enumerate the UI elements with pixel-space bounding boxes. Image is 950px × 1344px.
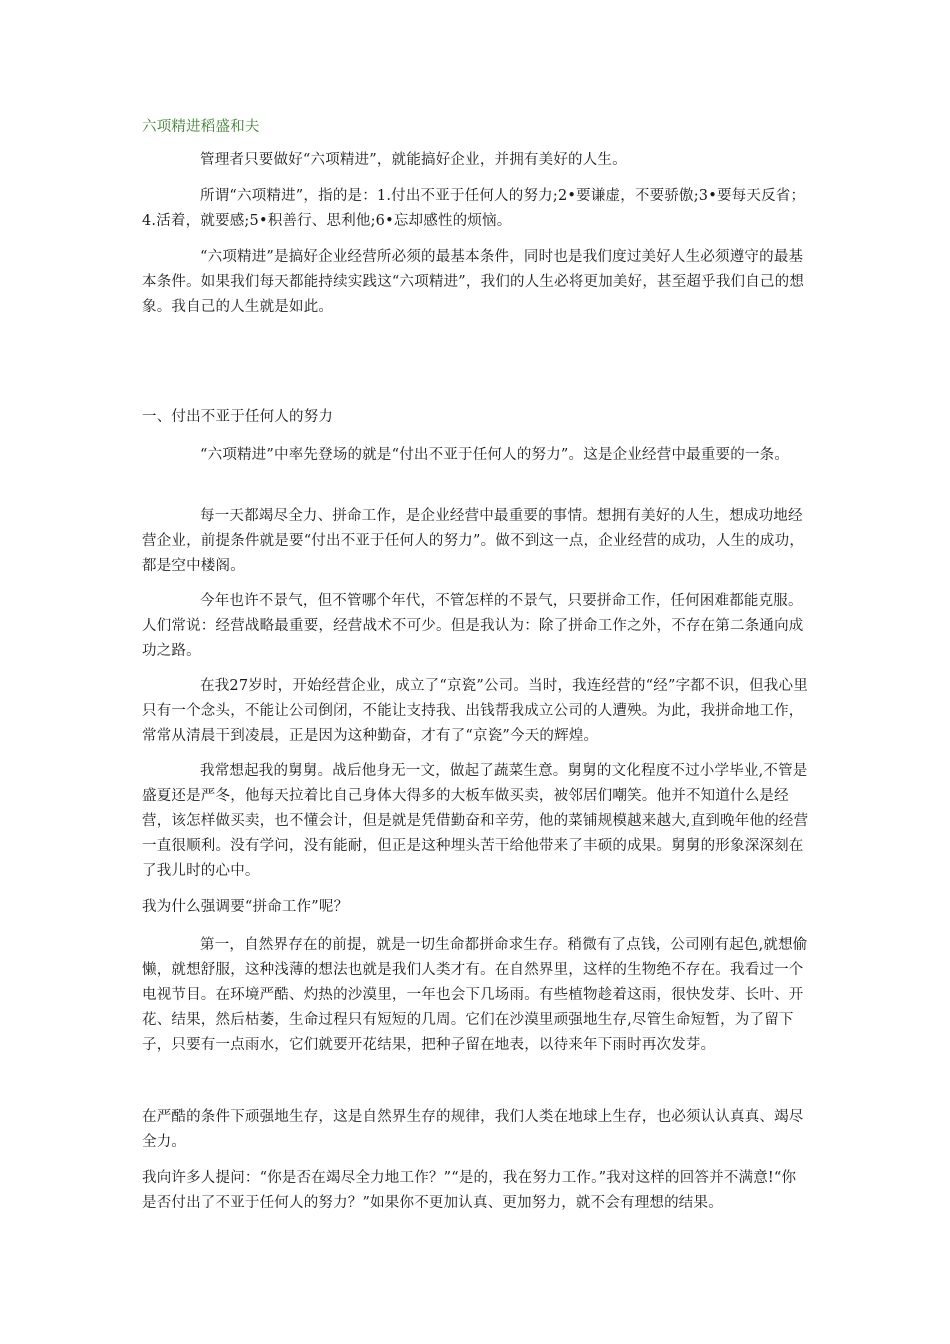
section1-paragraph-1: “六项精进”中率先登场的就是“付出不亚于任何人的努力”。这是企业经营中最重要的一条。 xyxy=(200,447,790,463)
intro-paragraph-3: “六项精进”是搞好企业经营所必须的最基本条件，同时也是我们度过美好人生必须遵守的最基本条件。如果我们每天都能持续实践这“六项精进”，我们的人生必将更加美好，甚至超乎我们自己的想象。我自己的人生就是如此。 xyxy=(142,249,805,315)
section2-paragraph-1: 第一，自然界存在的前提，就是一切生命都拼命求生存。稍微有了点钱，公司刚有起色,就想偷懒，就想舒服，这种浅薄的想法也就是我们人类才有。在自然界里，这样的生物绝不存在。我看过一个电视节目。在环境严酷、灼热的沙漠里，一年也会下几场雨。有些植物趁着这雨，很快发芽、长叶、开花、结果，然后枯萎，生命过程只有短短的几周。它们在沙漠里顽强地生存,尽管生命短暂，为了留下子，只要有一点雨水，它们就要开花结果，把种子留在地表，以待来年下雨时再次发芽。 xyxy=(142,937,808,1053)
section1-paragraph-2: 每一天都竭尽全力、拼命工作，是企业经营中最重要的事情。想拥有美好的人生，想成功地经营企业，前提条件就是要“付出不亚于任何人的努力”。做不到这一点，企业经营的成功，人生的成功，都是空中楼阁。 xyxy=(142,508,805,574)
intro-paragraph-1: 管理者只要做好“六项精进”，就能搞好企业，并拥有美好的人生。 xyxy=(200,152,627,168)
section2-paragraph-2: 在严酷的条件下顽强地生存，这是自然界生存的规律，我们人类在地球上生存，也必须认认真真、竭尽全力。 xyxy=(142,1109,804,1150)
document-title: 六项精进稻盛和夫 xyxy=(142,119,260,135)
intro-paragraph-2: 所谓“六项精进”，指的是：1.付出不亚于任何人的努力;2•要谦虚，不要骄傲;3•要每天反省；4.活着，就要感;5•积善行、思利他;6•忘却感性的烦恼。 xyxy=(142,188,806,229)
section1-paragraph-5: 我常想起我的舅舅。战后他身无一文，做起了蔬菜生意。舅舅的文化程度不过小学毕业,不管是盛夏还是严冬，他每天拉着比自己身体大得多的大板车做买卖，被邻居们嘲笑。他并不知道什么是经营，该怎样做买卖，也不懂会计，但是就是凭借勤奋和辛劳，他的菜铺规模越来越大,直到晚年他的经营一直很顺利。没有学问，没有能耐，但正是这种埋头苦干给他带来了丰硕的成果。舅舅的形象深深刻在了我儿时的心中。 xyxy=(142,763,809,879)
section1-paragraph-3: 今年也许不景气，但不管哪个年代，不管怎样的不景气，只要拼命工作，任何困难都能克服。人们常说：经营战略最重要，经营战术不可少。但是我认为：除了拼命工作之外，不存在第二条通向成功之路。 xyxy=(142,593,804,659)
section1-paragraph-4: 在我27岁时，开始经营企业，成立了“京瓷”公司。当时，我连经营的“经”字都不识，但我心里只有一个念头，不能让公司倒闭，不能让支持我、出钱帮我成立公司的人遭殃。为此，我拼命地工作，常常从清晨干到凌晨，正是因为这种勤奋，才有了“京瓷”今天的辉煌。 xyxy=(142,678,808,744)
section2-paragraph-3: 我向许多人提问：“你是否在竭尽全力地工作？”“是的，我在努力工作。”我对这样的回答并不满意!“你是否付出了不亚于任何人的努力？”如果你不更加认真、更加努力，就不会有理想的结果。 xyxy=(142,1170,797,1211)
section-heading: 一、付出不亚于任何人的努力 xyxy=(142,409,334,425)
question-line: 我为什么强调要“拼命工作”呢？ xyxy=(142,899,349,915)
